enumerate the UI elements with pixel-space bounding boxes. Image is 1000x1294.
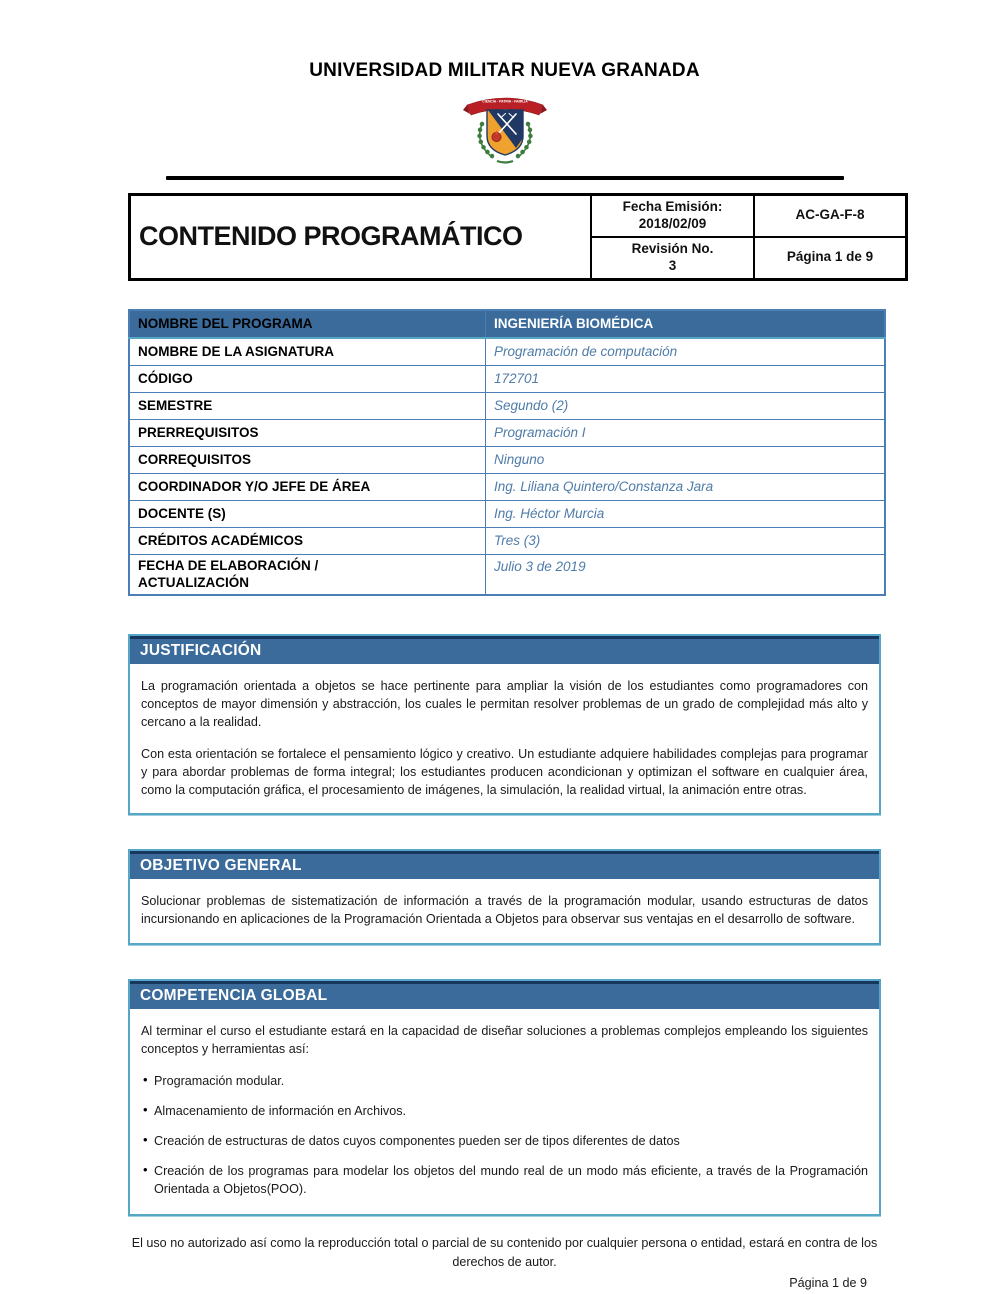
fecha-emision-value: 2018/02/09 (638, 215, 707, 231)
table-row (129, 419, 885, 446)
fecha-emision-cell (591, 195, 754, 237)
row-label: CORREQUISITOS (129, 446, 486, 473)
crest-shield (487, 110, 523, 155)
paragraph: La programación orientada a objetos se hace pertinente para ampliar la visión de los estudiantes como programadores con conceptos de mayor dimensión y abstracción, los cuales le permitan resolver problemas de un grado de complejidad más alto y cercano a la realidad. (141, 678, 868, 729)
university-crest-logo (457, 88, 553, 173)
row-value: Ninguno (486, 446, 886, 473)
crest-svg (457, 88, 553, 168)
section-title-justificacion: JUSTIFICACIÓN (130, 636, 879, 664)
section-body-justificacion (130, 664, 879, 814)
page-footer (128, 1234, 881, 1293)
row-value: Tres (3) (486, 527, 886, 554)
row-value: Programación I (486, 419, 886, 446)
table-row (129, 446, 885, 473)
section-objetivo-general (128, 849, 881, 944)
table-row (129, 392, 885, 419)
doc-code: AC-GA-F-8 (754, 195, 907, 237)
revision-cell (591, 237, 754, 279)
row-label: CÓDIGO (129, 365, 486, 392)
program-label: NOMBRE DEL PROGRAMA (129, 310, 486, 338)
header-divider-rule (166, 176, 844, 180)
university-title: UNIVERSIDAD MILITAR NUEVA GRANADA (309, 60, 700, 81)
info-table-header-row (129, 310, 885, 338)
doc-title: CONTENIDO PROGRAMÁTICO (130, 195, 592, 280)
row-value: Julio 3 de 2019 (486, 554, 886, 595)
table-row (129, 338, 885, 366)
list-item: • Creación de estructuras de datos cuyos componentes pueden ser de tipos diferentes de datos (141, 1132, 868, 1150)
fecha-emision-label: Fecha Emisión: (622, 199, 723, 214)
document-content (128, 0, 881, 1293)
revision-label: Revisión No. (631, 240, 714, 256)
paragraph: Solucionar problemas de sistematización de información a través de la programación modular, usando estructuras de datos incursionando en aplicaciones de la Programación Orientada a Objetos para observar sus ventajas en el desarrollo de software. (141, 894, 868, 927)
list-item: • Programación modular. (141, 1072, 868, 1090)
paragraph: Al terminar el curso el estudiante estará en la capacidad de diseñar soluciones a problemas complejos empleando los siguientes conceptos y herramientas así: (141, 1023, 868, 1056)
row-label: PRERREQUISITOS (129, 419, 486, 446)
footer-page-number: Página 1 de 9 (789, 1276, 867, 1291)
table-row (129, 365, 885, 392)
section-title-competencia-global: COMPETENCIA GLOBAL (130, 981, 879, 1009)
program-value: INGENIERÍA BIOMÉDICA (486, 310, 886, 338)
section-competencia-global (128, 979, 881, 1217)
paragraph: Con esta orientación se fortalece el pensamiento lógico y creativo. Un estudiante adquiere habilidades complejas para programar y para abordar problemas de forma integral; los estudiantes producen acondicionan y optimizan el software en cualquier área, como la computación gráfica, el procesamiento de imágenes, la simulación, la realidad virtual, la animación entre otras. (141, 746, 868, 798)
section-body-objetivo-general (130, 879, 879, 942)
document-header-table (128, 193, 908, 281)
row-value: Segundo (2) (486, 392, 886, 419)
table-row (129, 527, 885, 554)
page-of-cell: Página 1 de 9 (754, 237, 907, 279)
table-row (129, 500, 885, 527)
row-value: Programación de computación (486, 338, 886, 366)
row-label: NOMBRE DE LA ASIGNATURA (129, 338, 486, 366)
row-value: Ing. Héctor Murcia (486, 500, 886, 527)
crest-motto-text: CIENCIA · PATRIA · FAMILIA (481, 99, 528, 104)
revision-value: 3 (668, 257, 677, 273)
section-justificacion (128, 634, 881, 816)
row-label: SEMESTRE (129, 392, 486, 419)
row-label: COORDINADOR Y/O JEFE DE ÁREA (129, 473, 486, 500)
competencia-bullet-list (141, 1072, 868, 1199)
program-info-table (128, 309, 886, 596)
list-item: • Creación de los programas para modelar los objetos del mundo real de un modo más eficiente, a través de la Programación Orientada a Objetos(POO). (141, 1162, 868, 1198)
row-label: CRÉDITOS ACADÉMICOS (129, 527, 486, 554)
section-title-objetivo-general: OBJETIVO GENERAL (130, 851, 879, 879)
section-body-competencia-global (130, 1009, 879, 1215)
row-value: Ing. Liliana Quintero/Constanza Jara (486, 473, 886, 500)
table-row (129, 554, 885, 595)
row-label: DOCENTE (S) (129, 500, 486, 527)
list-item: • Almacenamiento de información en Archivos. (141, 1102, 868, 1120)
row-value: 172701 (486, 365, 886, 392)
row-label: FECHA DE ELABORACIÓN / ACTUALIZACIÓN (138, 557, 319, 591)
copyright-note: El uso no autorizado así como la reproducción total o parcial de su contenido por cualquier persona o entidad, estará en contra de los derechos de autor. (131, 1236, 878, 1270)
table-row (129, 473, 885, 500)
